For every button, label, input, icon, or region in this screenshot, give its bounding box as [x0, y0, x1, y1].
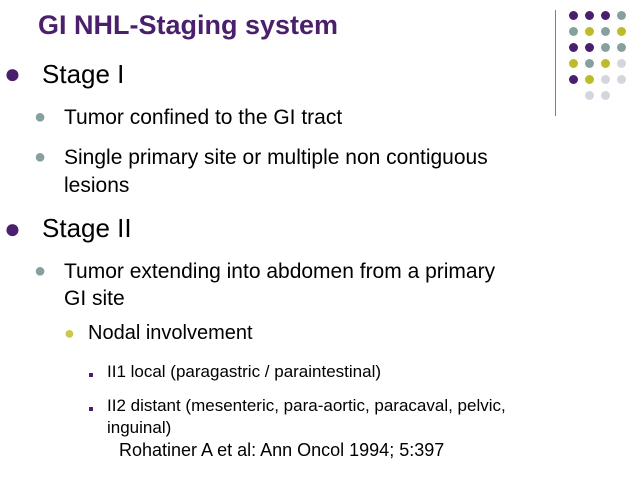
dot	[601, 11, 610, 20]
level3-bullet: ●	[64, 323, 75, 343]
stage-2-item-continuation: GI site	[64, 287, 125, 310]
dot	[617, 27, 626, 36]
stage-1-item: Tumor confined to the GI tract	[64, 106, 343, 129]
level1-bullet: ●	[4, 58, 21, 89]
dot	[585, 27, 594, 36]
level4-item: II1 local (paragastric / paraintestinal)	[107, 362, 382, 381]
dot	[569, 59, 578, 68]
level1-bullet: ●	[4, 213, 21, 244]
level4-item-continuation: inguinal)	[107, 418, 172, 437]
dot	[601, 43, 610, 52]
stage-1-item: Single primary site or multiple non contiguous	[64, 146, 488, 169]
dot	[617, 43, 626, 52]
reference-citation: Rohatiner A et al: Ann Oncol 1994; 5:397	[119, 440, 445, 460]
dot	[617, 11, 626, 20]
stage-1-heading: Stage I	[42, 59, 125, 89]
dot	[585, 43, 594, 52]
dot	[585, 59, 594, 68]
dot	[617, 75, 626, 84]
level4-item: II2 distant (mesenteric, para-aortic, paracaval, pelvic,	[107, 396, 506, 415]
slide-title: GI NHL-Staging system	[38, 10, 339, 40]
dot	[601, 59, 610, 68]
dot	[585, 91, 594, 100]
level2-bullet: ●	[34, 106, 47, 128]
dot	[601, 27, 610, 36]
dot	[601, 91, 610, 100]
dot	[585, 11, 594, 20]
stage-2-item: Tumor extending into abdomen from a primary	[64, 260, 496, 283]
level2-bullet: ●	[34, 260, 47, 282]
level2-bullet: ●	[34, 146, 47, 168]
dot	[601, 75, 610, 84]
stage-1-item-continuation: lesions	[64, 174, 130, 197]
dot	[569, 27, 578, 36]
dot	[585, 75, 594, 84]
level4-bullet	[89, 398, 93, 416]
nodal-involvement: Nodal involvement	[88, 322, 253, 344]
dot	[569, 11, 578, 20]
dot	[617, 59, 626, 68]
dot	[569, 43, 578, 52]
stage-2-heading: Stage II	[42, 213, 132, 243]
title-divider-line	[555, 10, 556, 116]
dot	[569, 75, 578, 84]
level4-bullet	[89, 364, 93, 382]
